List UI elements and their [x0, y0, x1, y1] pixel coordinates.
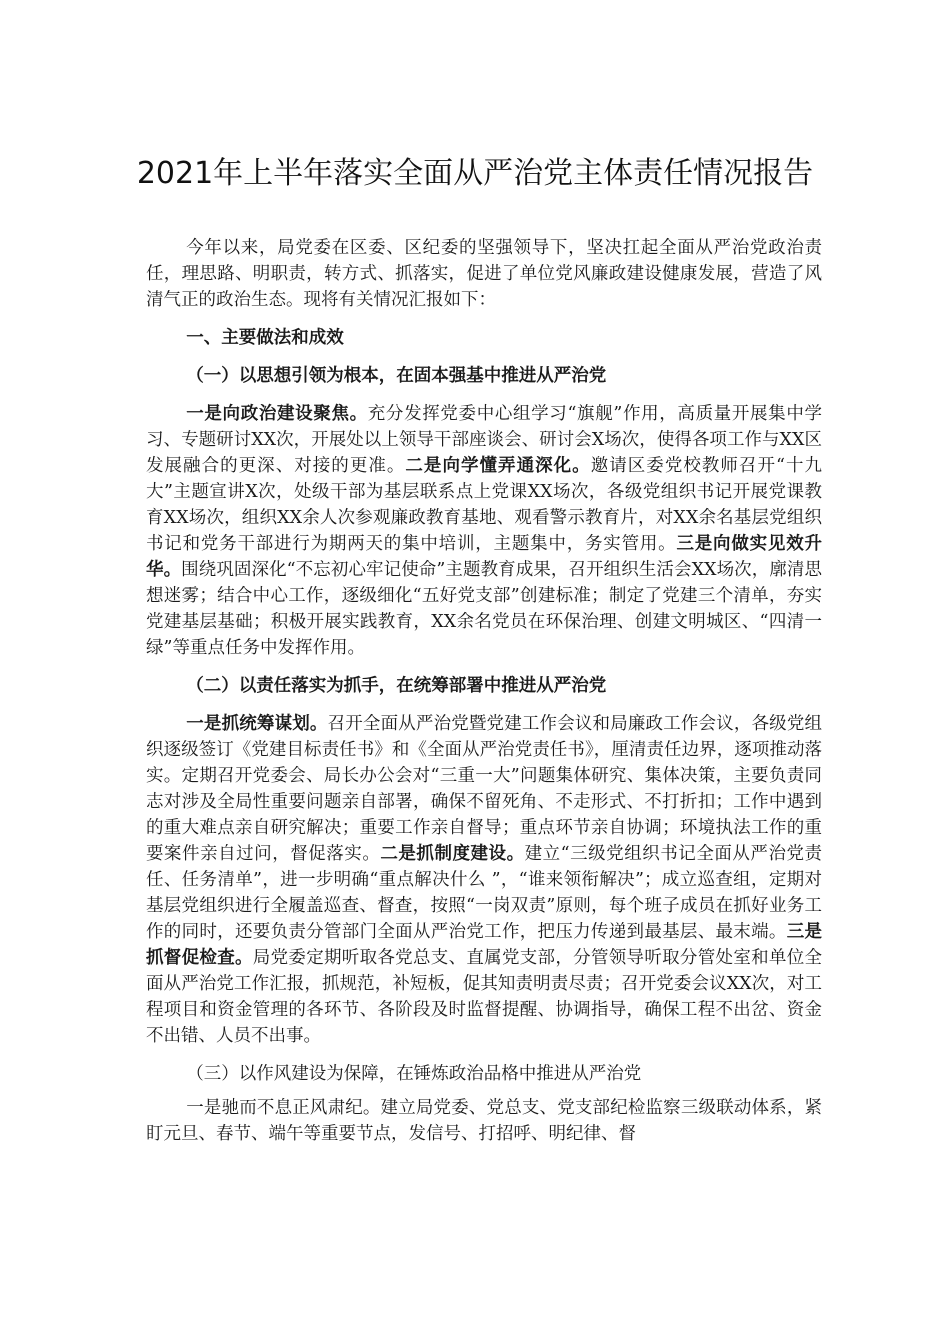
subsection-2-body [146, 711, 822, 1049]
point-text: 召开全面从严治党暨党建工作会议和局廉政工作会议，各级党组织逐级签订《党建目标责任书》和《全面从严治党责任书》，厘清责任边界，逐项推动落实。定期召开党委会、局长办公会对“三重一大”问题集体研究、集体决策，主要负责同志对涉及全局性重要问题亲自部署，确保不留死角、不走形式、不打折扣；工作中遇到的重大难点亲自研究解决；重要工作亲自督导；重点环节亲自协调；环境执法工作的重要案件亲自过问，督促落实。 [146, 714, 823, 864]
subsection-3-body: 一是驰而不息正风肃纪。建立局党委、党总支、党支部纪检监察三级联动体系，紧盯元旦、春节、端午等重要节点，发信号、打招呼、明纪律、督 [146, 1098, 822, 1144]
subsection-heading-1: （一）以思想引领为根本，在固本强基中推进从严治党 [186, 366, 607, 386]
subsection-heading-3: （三）以作风建设为保障，在锤炼政治品格中推进从严治党 [186, 1064, 642, 1084]
point-text: 围绕巩固深化“不忘初心牢记使命”主题教育成果，召开组织生活会XX场次，廓清思想迷雾；结合中心工作，逐级细化“五好党支部”创建标准；制定了党建三个清单，夯实党建基层基础；积极开展实践教育，XX余名党员在环保治理、创建文明城区、“四清一绿”等重点任务中发挥作用。 [146, 560, 822, 658]
point-text: 充分发挥党委中心组学习“旗舰”作用，高质量开展集中学习、专题研讨XX次，开展处以上领导干部座谈会、研讨会X场次，使得各项工作与XX区发展融合的更深、对接的更准。 [146, 404, 822, 476]
point-lead: 三是向做实见效升华。 [146, 534, 823, 580]
point-lead: 二是抓制度建设。 [380, 844, 525, 864]
point-lead: 三是抓督促检查。 [146, 922, 823, 968]
point-text: 局党委定期听取各党总支、直属党支部，分管领导听取分管处室和单位全面从严治党工作汇报，抓规范，补短板，促其知责明责尽责；召开党委会议XX次，对工程项目和资金管理的各环节、各阶段及时监督提醒、协调指导，确保工程不出岔、资金不出错、人员不出事。 [146, 948, 823, 1046]
point-text: 邀请区委党校教师召开“十九大”主题宣讲X次，处级干部为基层联系点上党课XX场次，各级党组织书记开展党课教育XX场次，组织XX余人次参观廉政教育基地、观看警示教育片，对XX余名基层党组织书记和党务干部进行为期两天的集中培训，主题集中，务实管用。 [146, 456, 822, 554]
point-lead: 一是向政治建设聚焦。 [186, 404, 368, 424]
page-title: 2021年上半年落实全面从严治党主体责任情况报告 [136, 156, 814, 191]
subsection-1-body [146, 401, 822, 661]
point-lead: 一是抓统筹谋划。 [186, 714, 328, 734]
point-lead: 二是向学懂弄通深化。 [405, 456, 591, 476]
subsection-heading-2: （二）以责任落实为抓手，在统筹部署中推进从严治党 [186, 676, 607, 696]
section-heading-1: 一、主要做法和成效 [186, 328, 344, 348]
point-text: 建立“三级党组织书记全面从严治党责任、任务清单”，进一步明确“重点解决什么 ”，“谁来领衔解决”；成立巡查组，定期对基层党组织进行全履盖巡查、督查，按照“一岗双责”原则，每个班子成员在抓好业务工作的同时，还要负责分管部门全面从严治党工作，把压力传递到最基层、最末端。 [146, 844, 823, 942]
document-body [146, 235, 822, 1147]
intro-paragraph: 今年以来，局党委在区委、区纪委的坚强领导下，坚决扛起全面从严治党政治责任，理思路、明职责，转方式、抓落实，促进了单位党风廉政建设健康发展，营造了风清气正的政治生态。现将有关情况汇报如下： [146, 238, 822, 310]
